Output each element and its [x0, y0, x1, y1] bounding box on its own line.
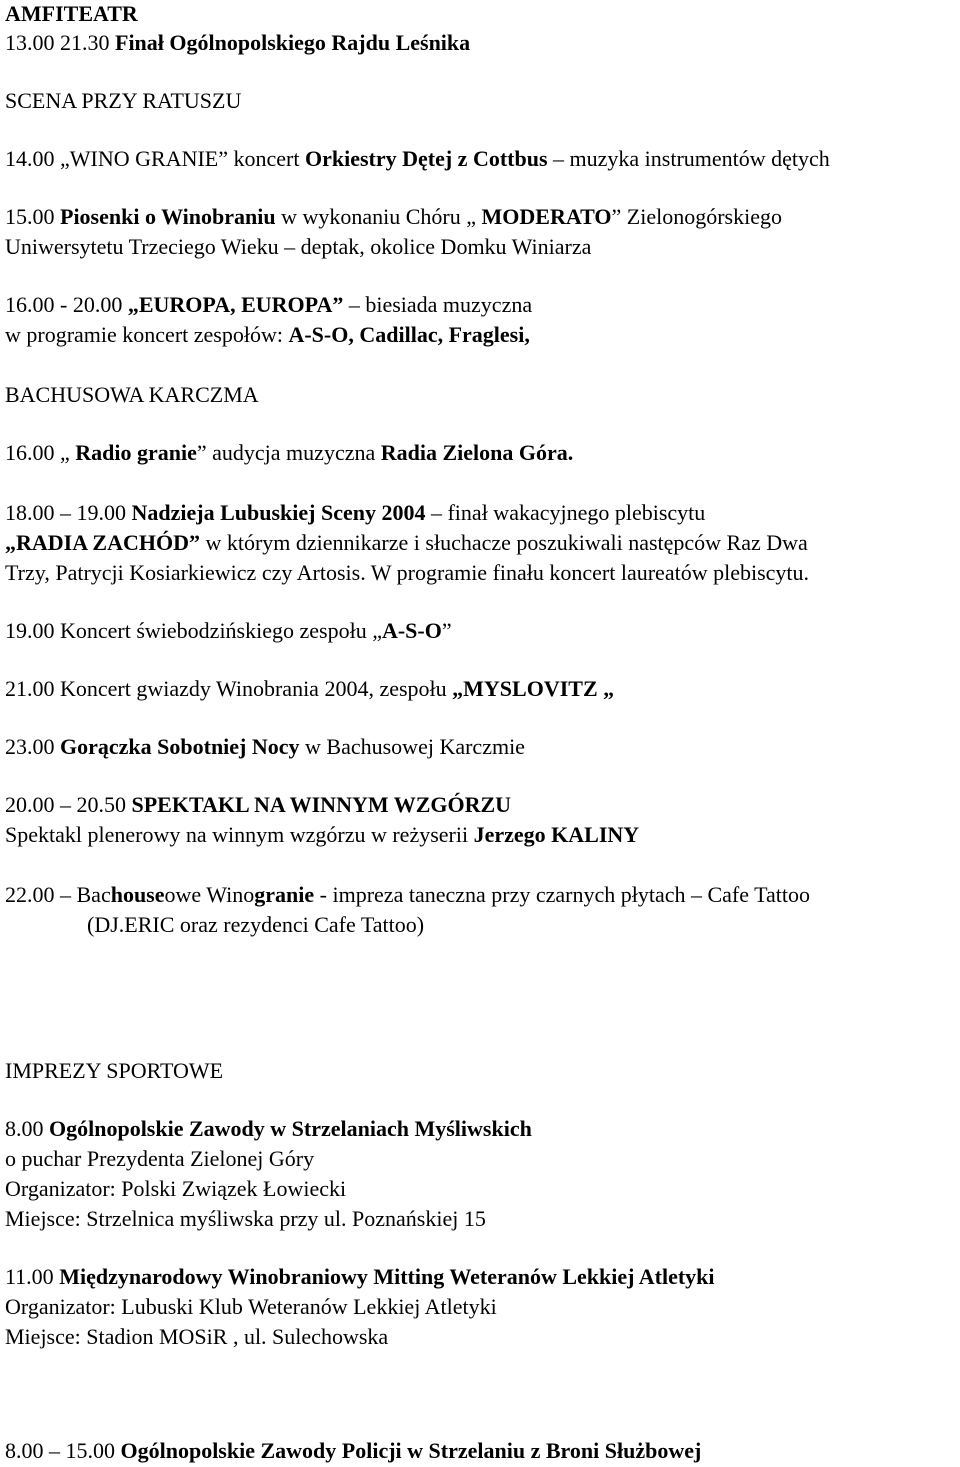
text-run: 22.00 – Bac — [5, 882, 111, 907]
text-line — [5, 146, 830, 172]
text-line — [5, 560, 809, 586]
text-run: 11.00 — [5, 1264, 60, 1289]
text-line — [5, 322, 530, 348]
text-run: 14.00 „WINO GRANIE” koncert — [5, 146, 305, 171]
text-line — [5, 1206, 486, 1232]
text-run: IMPREZY SPORTOWE — [5, 1058, 224, 1083]
text-run: 19.00 Koncert świebodzińskiego zespołu „ — [5, 618, 382, 643]
text-run: Organizator: Lubuski Klub Weteranów Lekkiej Atletyki — [5, 1294, 497, 1319]
bold-text-run: granie — [254, 882, 315, 907]
text-line — [5, 1, 138, 27]
text-run: w którym dziennikarze i słuchacze poszukiwali następców Raz Dwa — [199, 530, 808, 555]
text-line — [5, 792, 511, 818]
text-line — [5, 500, 705, 526]
text-line — [5, 440, 573, 466]
bold-text-run: Finał Ogólnopolskiego Rajdu Leśnika — [115, 30, 471, 55]
text-run: w programie koncert zespołów: — [5, 322, 289, 347]
text-line — [5, 1146, 314, 1172]
bold-text-run: Radia Zielona Góra. — [380, 440, 574, 465]
text-line — [5, 1264, 715, 1290]
text-run: 13.00 21.30 — [5, 30, 115, 55]
text-line — [87, 912, 424, 938]
text-line — [5, 734, 525, 760]
text-run: Spektakl plenerowy na winnym wzgórzu w reżyserii — [5, 822, 474, 847]
bold-text-run: house — [110, 882, 165, 907]
text-run: Organizator: Polski Związek Łowiecki — [5, 1176, 347, 1201]
text-line — [5, 822, 639, 848]
text-run: Uniwersytetu Trzeciego Wieku – deptak, okolice Domku Winiarza — [5, 234, 592, 259]
text-line — [5, 882, 810, 908]
text-run: – finał wakacyjnego plebiscytu — [425, 500, 706, 525]
text-line — [5, 530, 808, 556]
text-run: owe Wino — [164, 882, 255, 907]
text-run: w wykonaniu Chóru „ — [275, 204, 482, 229]
text-run: w Bachusowej Karczmie — [299, 734, 525, 759]
text-line — [5, 88, 241, 114]
text-run: 20.00 – 20.50 — [5, 792, 132, 817]
bold-text-run: Międzynarodowy Winobraniowy Mitting Weteranów Lekkiej Atletyki — [59, 1264, 715, 1289]
text-line — [5, 1116, 532, 1142]
text-run: – muzyka instrumentów dętych — [547, 146, 830, 171]
text-run: (DJ.ERIC oraz rezydenci Cafe Tattoo) — [87, 912, 425, 937]
text-line — [5, 676, 614, 702]
text-run: - impreza taneczna przy czarnych płytach – Cafe Tattoo — [314, 882, 811, 907]
text-line — [5, 292, 532, 318]
bold-text-run: Ogólnopolskie Zawody Policji w Strzelaniu z Broni Służbowej — [120, 1438, 702, 1463]
bold-text-run: MODERATO — [481, 204, 612, 229]
bold-text-run: Piosenki o Winobraniu — [60, 204, 276, 229]
bold-text-run: „RADIA ZACHÓD” — [5, 530, 200, 555]
text-run: – biesiada muzyczna — [343, 292, 533, 317]
text-run: 21.00 Koncert gwiazdy Winobrania 2004, zespołu — [5, 676, 453, 701]
text-line — [5, 1058, 223, 1084]
text-run: ” Zielonogórskiego — [611, 204, 782, 229]
text-run: Miejsce: Strzelnica myśliwska przy ul. Poznańskiej 15 — [5, 1206, 486, 1231]
bold-text-run: „EUROPA, EUROPA” — [127, 292, 344, 317]
text-run: Miejsce: Stadion MOSiR , ul. Sulechowska — [5, 1324, 389, 1349]
text-run: 16.00 - 20.00 — [5, 292, 128, 317]
text-run: ” audycja muzyczna — [196, 440, 381, 465]
bold-text-run: Ogólnopolskie Zawody w Strzelaniach Myśliwskich — [49, 1116, 532, 1141]
bold-text-run: Nadzieja Lubuskiej Sceny 2004 — [131, 500, 426, 525]
text-run: 8.00 – 15.00 — [5, 1438, 121, 1463]
bold-text-run: Radio granie — [75, 440, 197, 465]
text-run: 8.00 — [5, 1116, 49, 1141]
bold-text-run: Orkiestry Dętej z Cottbus — [304, 146, 548, 171]
text-line — [5, 30, 470, 56]
text-line — [5, 234, 591, 260]
text-line — [5, 618, 452, 644]
bold-text-run: Gorączka Sobotniej Nocy — [60, 734, 300, 759]
text-run: o puchar Prezydenta Zielonej Góry — [5, 1146, 315, 1171]
text-run: BACHUSOWA KARCZMA — [5, 382, 259, 407]
bold-text-run: SPEKTAKL NA WINNYM WZGÓRZU — [131, 792, 512, 817]
text-run: 23.00 — [5, 734, 60, 759]
bold-text-run: Jerzego KALINY — [473, 822, 640, 847]
bold-text-run: „MYSLOVITZ „ — [452, 676, 615, 701]
text-line — [5, 1324, 388, 1350]
text-line — [5, 1438, 701, 1464]
bold-text-run: AMFITEATR — [5, 1, 138, 26]
bold-text-run: A-S-O — [381, 618, 442, 643]
text-line — [5, 204, 782, 230]
text-run: 18.00 – 19.00 — [5, 500, 132, 525]
text-line — [5, 1176, 346, 1202]
text-run: Trzy, Patrycji Kosiarkiewicz czy Artosis. W programie finału koncert laureatów plebiscytu. — [5, 560, 810, 585]
text-line — [5, 1294, 497, 1320]
text-run: 15.00 — [5, 204, 60, 229]
text-run: 16.00 „ — [5, 440, 76, 465]
text-run: SCENA PRZY RATUSZU — [5, 88, 242, 113]
text-line — [5, 382, 259, 408]
text-run: ” — [441, 618, 452, 643]
bold-text-run: A-S-O, Cadillac, Fraglesi, — [288, 322, 530, 347]
